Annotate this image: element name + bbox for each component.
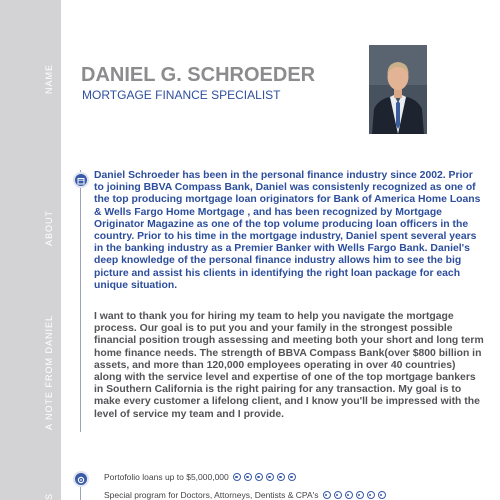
about-paragraph: Daniel Schroeder has been in the personal finance industry since 2002. Prior to joining BBVA Compass Bank, Daniel was consistenly recognized as one of the top producing mortgage loan originators for Bank of America Home Loans & Wells Fargo Home Mortgage , and has been recognized by Mortgage Originator Magazine as one of the top volume producing loan officers in the country. Prior to his time in the mortgage industry, Daniel spent several years in the banking industry as a Premier Banker with Wells Fargo Bank. Daniel's deep knowledge of the personal finance industry allows him to see the big picture and assist his clients in identifying the right loan package for each unique situation. [94, 170, 481, 291]
service-item-label: Special program for Doctors, Attorneys, Dentists & CPA's [104, 490, 319, 500]
gear-icon [73, 471, 89, 487]
timeline-line [80, 170, 81, 432]
sidebar-label-services: S [44, 492, 54, 500]
calendar-icon [73, 172, 89, 188]
star-icon [367, 491, 375, 499]
person-title: MORTGAGE FINANCE SPECIALIST [82, 88, 281, 102]
star-icon [233, 473, 241, 481]
portrait-image [369, 45, 427, 134]
note-paragraph: I want to thank you for hiring my team to help you navigate the mortgage process. Our goal is to put you and your family in the strongest possible financial position trough assessing and meeting both your short and long term home finance needs. The strength of BBVA Compass Bank(over $800 billion in assets, and more than 120,000 employees operating in over 40 countries) along with the service level and expertise of one of the top mortgage bankers in Southern California is the right pairing for any transaction. My goal is to make every customer a lifelong client, and I know you'll be impressed with the level of service my team and I provide. [94, 311, 484, 420]
star-icon [334, 491, 342, 499]
star-icon [277, 473, 285, 481]
service-item [104, 490, 389, 500]
star-icon [244, 473, 252, 481]
star-icon [378, 491, 386, 499]
sidebar-label-name: NAME [44, 63, 54, 94]
rating-stars [323, 491, 389, 499]
sidebar-label-note: A NOTE FROM DANIEL [44, 314, 54, 430]
star-icon [356, 491, 364, 499]
star-icon [255, 473, 263, 481]
person-name: DANIEL G. SCHROEDER [81, 64, 316, 86]
star-icon [323, 491, 331, 499]
portrait-photo [369, 45, 427, 134]
sidebar-label-about: ABOUT [44, 209, 54, 246]
rating-stars [233, 473, 299, 481]
service-item-label: Portofolio loans up to $5,000,000 [104, 472, 229, 482]
star-icon [288, 473, 296, 481]
name-block [81, 64, 315, 102]
star-icon [345, 491, 353, 499]
star-icon [266, 473, 274, 481]
sidebar [0, 0, 61, 500]
service-item [104, 472, 299, 482]
